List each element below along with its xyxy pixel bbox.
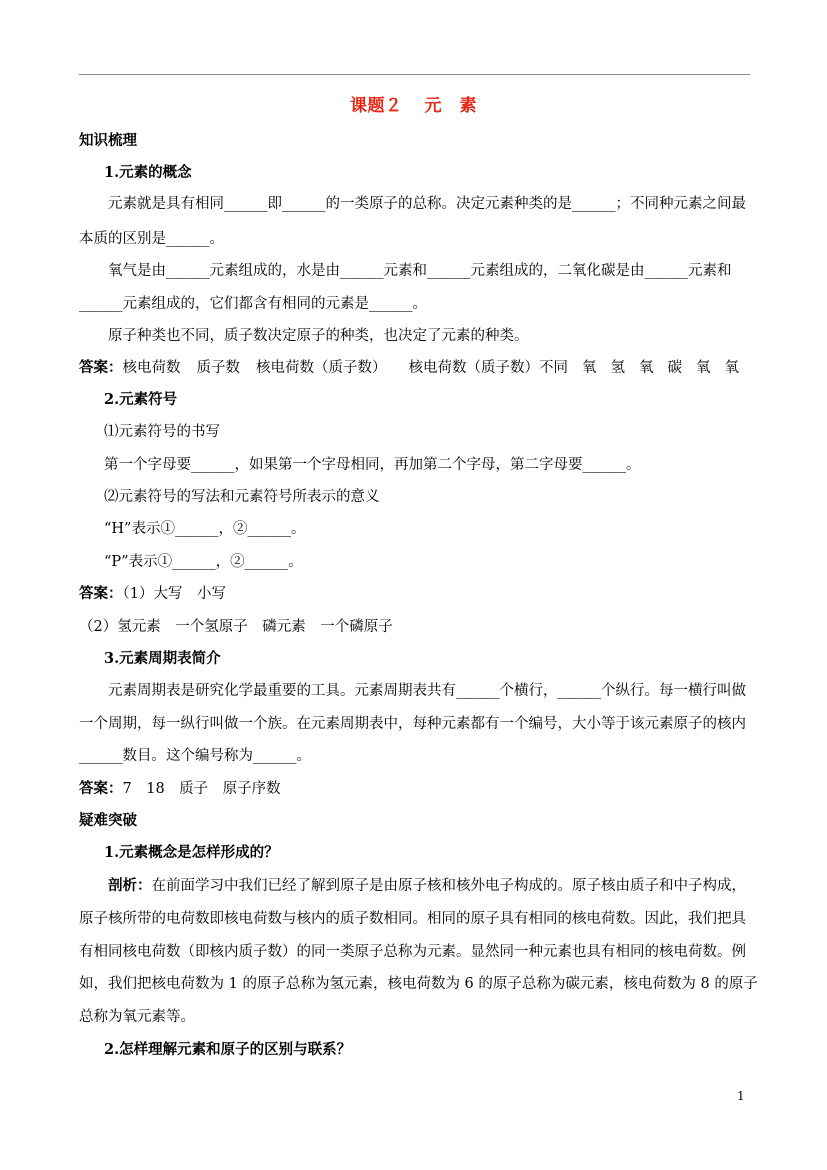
heading-element-symbol: 2.元素符号 [104,391,178,408]
paragraph-line: 一个周期，每一纵行叫做一个族。在元素周期表中，每种元素都有一个编号，大小等于该元素原子的核内 [79,716,746,732]
heading-element-concept: 1.元素的概念 [104,164,192,181]
subheading: ⑴元素符号的书写 [104,424,220,440]
section-heading-difficulties: 疑难突破 [79,812,137,829]
header-rule [79,74,750,75]
paragraph-line: 有相同核电荷数（即核内质子数）的同一类原子总称为元素。显然同一种元素也具有相同的核电荷数。例 [79,944,746,960]
answer-line-3: 答案：7 18 质子 原子序数 [79,780,281,797]
paragraph-line: 如，我们把核电荷数为 1 的原子总称为氢元素，核电荷数为 6 的原子总称为碳元素，核电荷数为 8 的原子 [79,976,758,992]
paragraph-line: 第一个字母要______，如果第一个字母相同，再加第二个字母，第二字母要______。 [104,457,641,473]
paragraph-line: 原子核所带的电荷数即核电荷数与核内的质子数相同。相同的原子具有相同的核电荷数。因此，我们把具 [79,911,746,927]
paragraph-line: 氧气是由______元素组成的，水是由______元素和______元素组成的，二氧化碳是由______元素和 [108,263,732,279]
paragraph-line: 原子种类也不同，质子数决定原子的种类，也决定了元素的种类。 [108,328,529,344]
paragraph-line: 本质的区别是______。 [79,231,224,247]
paragraph-line: 元素周期表是研究化学最重要的工具。元素周期表共有______个横行，______个纵行。每一横行叫做 [108,683,746,699]
paragraph-line: “P”表示①______，②______。 [104,554,303,570]
answer-line-2: 答案：（1）大写 小写 [79,585,226,602]
paragraph-line: 元素就是具有相同______即______的一类原子的总称。决定元素种类的是______；不同种元素之间最 [108,196,746,212]
heading-periodic-table: 3.元素周期表简介 [104,650,221,667]
paragraph-line: “H”表示①______，②______。 [104,521,306,537]
analysis-line: 剖析：在前面学习中我们已经了解到原子是由原子核和核外电子构成的。原子核由质子和中子构成， [108,877,746,894]
question-1: 1.元素概念是怎样形成的？ [104,844,279,861]
section-heading-knowledge: 知识梳理 [79,132,137,149]
answer-label: 答案： [79,359,123,376]
page-number: 1 [737,1089,745,1103]
title-sub: 元 素 [424,96,477,116]
answer-label: 答案： [79,780,123,797]
answer-line-1: 答案：核电荷数 质子数 核电荷数（质子数） 核电荷数（质子数）不同 氧 氢 氧 碳 氧 氧 [79,359,739,376]
title-main: 课题２ [350,96,403,116]
paragraph-line: 总称为氧元素等。 [79,1009,195,1025]
paragraph-line: ______元素组成的，它们都含有相同的元素是______。 [79,296,427,312]
question-2: 2.怎样理解元素和原子的区别与联系？ [104,1041,352,1058]
answer-label: 答案： [79,585,123,602]
subheading: ⑵元素符号的写法和元素符号所表示的意义 [104,489,380,505]
page-title [0,91,827,116]
analysis-label: 剖析： [108,877,152,894]
answer-line-2b: （2）氢元素 一个氢原子 磷元素 一个磷原子 [79,619,393,635]
paragraph-line: ______数目。这个编号称为______。 [79,748,311,764]
